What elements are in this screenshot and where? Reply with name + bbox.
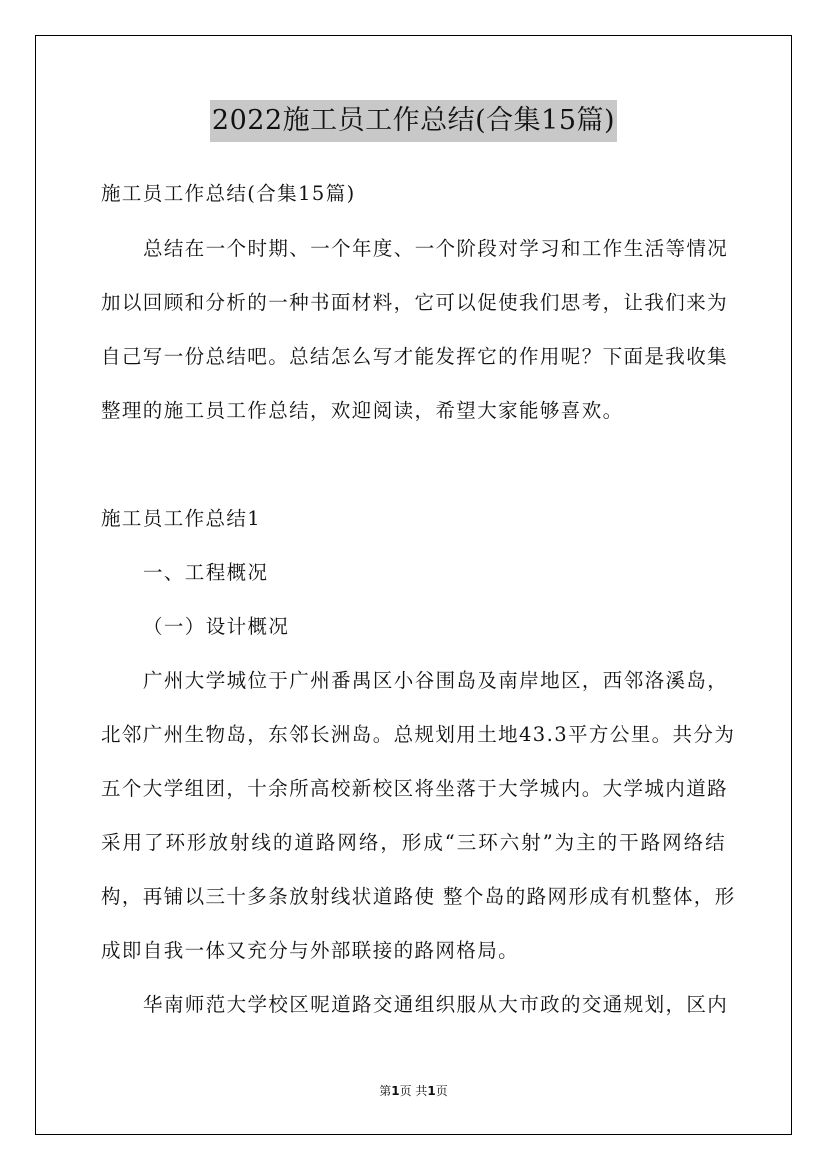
footer-page-end: 页 bbox=[435, 1084, 448, 1098]
footer-page-suffix: 页 共 bbox=[399, 1084, 428, 1098]
page-footer bbox=[0, 1082, 827, 1100]
section-heading: 施工员工作总结1 bbox=[101, 507, 262, 530]
title-container bbox=[0, 100, 827, 142]
paragraph-line: 成即自我一体又充分与外部联接的路网格局。 bbox=[101, 939, 520, 962]
footer-total-pages: 1 bbox=[427, 1084, 436, 1098]
heading-level-2: （一）设计概况 bbox=[143, 615, 290, 638]
intro-line: 加以回顾和分析的一种书面材料，它可以促使我们思考，让我们来为 bbox=[101, 291, 729, 314]
intro-line: 总结在一个时期、一个年度、一个阶段对学习和工作生活等情况 bbox=[143, 237, 729, 260]
paragraph-line: 华南师范大学校区呢道路交通组织服从大市政的交通规划，区内 bbox=[143, 993, 729, 1016]
intro-line: 自己写一份总结吧。总结怎么写才能发挥它的作用呢？下面是我收集 bbox=[101, 345, 729, 368]
paragraph-line: 采用了环形放射线的道路网络，形成“三环六射”为主的干路网络结 bbox=[101, 831, 726, 854]
footer-current-page: 1 bbox=[391, 1084, 400, 1098]
paragraph-line: 广州大学城位于广州番禺区小谷围岛及南岸地区，西邻洛溪岛， bbox=[143, 669, 729, 692]
intro-line: 整理的施工员工作总结，欢迎阅读，希望大家能够喜欢。 bbox=[101, 399, 624, 422]
paragraph-line: 构，再铺以三十多条放射线状道路使 整个岛的路网形成有机整体，形 bbox=[101, 885, 736, 908]
document-subtitle: 施工员工作总结(合集15篇) bbox=[101, 182, 356, 205]
document-title: 2022施工员工作总结(合集15篇) bbox=[210, 100, 617, 142]
heading-level-1: 一、工程概况 bbox=[143, 561, 269, 584]
footer-page-prefix: 第 bbox=[379, 1084, 392, 1098]
paragraph-line: 五个大学组团，十余所高校新校区将坐落于大学城内。大学城内道路 bbox=[101, 777, 729, 800]
paragraph-line: 北邻广州生物岛，东邻长洲岛。总规划用土地43.3平方公里。共分为 bbox=[101, 723, 736, 746]
